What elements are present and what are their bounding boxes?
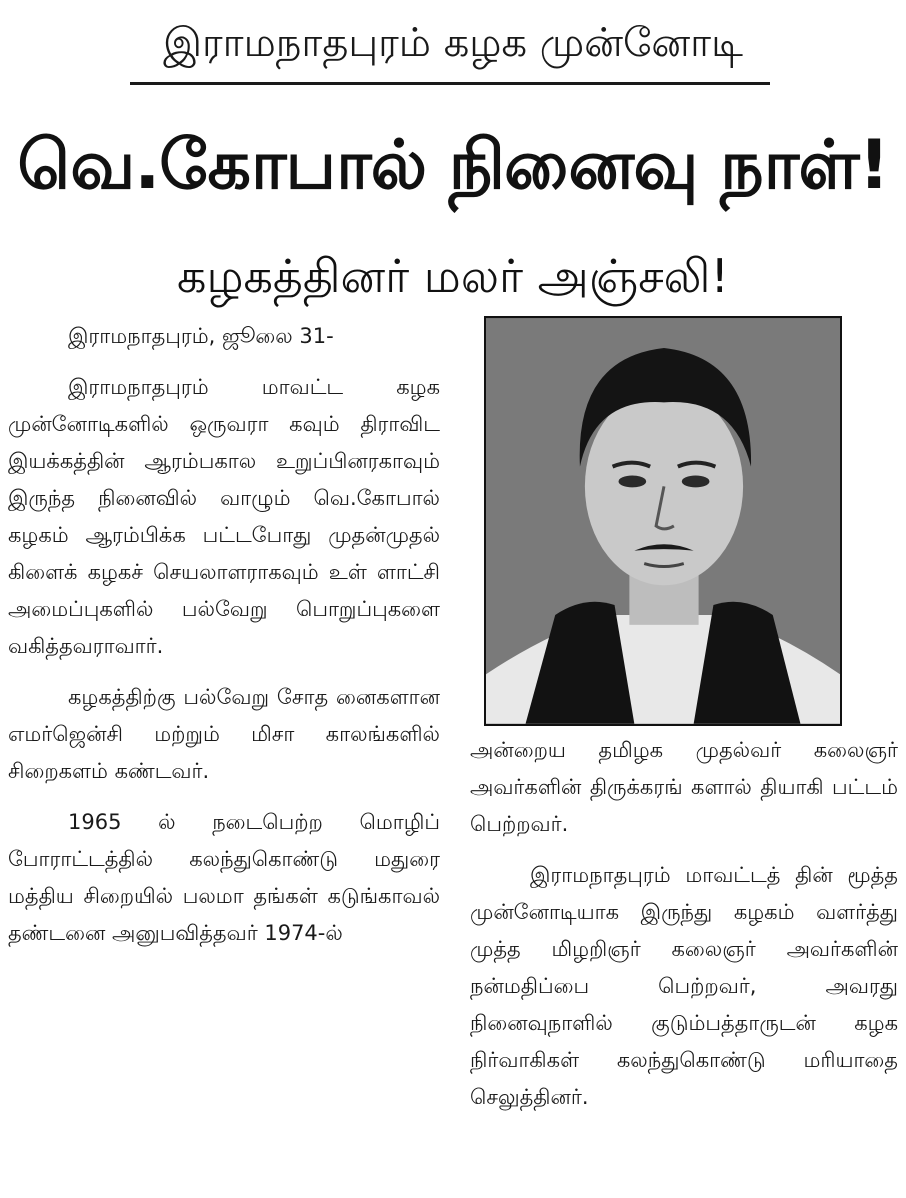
kicker-title: இராமநாதபுரம் கழக முன்னோடி	[163, 20, 743, 66]
left-column	[8, 318, 440, 966]
paragraph: அன்றைய தமிழக முதல்வர் கலைஞர் அவர்களின் திருக்கரங் களால் தியாகி பட்டம் பெற்றவர்.	[470, 738, 898, 836]
portrait-illustration	[486, 318, 840, 724]
paragraph: 1965 ல் நடைபெற்ற மொழிப் போராட்டத்தில் கலந்துகொண்டு மதுரை மத்திய சிறையில் பலமா தங்கள் கடுங்காவல் தண்டனை அனுபவித்தவர் 1974-ல்	[8, 810, 440, 945]
dateline: இராமநாதபுரம், ஜூலை 31-	[68, 324, 334, 348]
kicker-underline	[130, 82, 770, 85]
right-column	[470, 732, 898, 1130]
headline: வெ.கோபால் நினைவு நாள்!	[17, 126, 889, 205]
paragraph: இராமநாதபுரம் மாவட்டத் தின் மூத்த முன்னோடியாக இருந்து கழகம் வளர்த்து முத்த மிழறிஞர் கலைஞர் அவர்களின் நன்மதிப்பை பெற்றவர், அவரது நினைவுநாளில் குடும்பத்தாருடன் கழக நிர்வாகிகள் கலந்துகொண்டு மரியாதை செலுத்தினர்.	[470, 863, 898, 1109]
paragraph: இராமநாதபுரம் மாவட்ட கழக முன்னோடிகளில் ஒருவரா கவும் திராவிட இயக்கத்தின் ஆரம்பகால உறுப்பினரகாவும் இருந்த நினைவில் வாழும் வெ.கோபால் கழகம் ஆரம்பிக்க பட்டபோது முதன்முதல் கிளைக் கழகச் செயலாளராகவும் உள் ளாட்சி அமைப்புகளில் பல்வேறு பொறுப்புகளை வகித்தவராவார்.	[8, 375, 440, 658]
portrait-photo	[484, 316, 842, 726]
subheadline: கழகத்தினர் மலர் அஞ்சலி!	[177, 249, 729, 303]
paragraph: கழகத்திற்கு பல்வேறு சோத னைகளான எமர்ஜென்சி மற்றும் மிசா காலங்களில் சிறைகளம் கண்டவர்.	[8, 685, 440, 783]
